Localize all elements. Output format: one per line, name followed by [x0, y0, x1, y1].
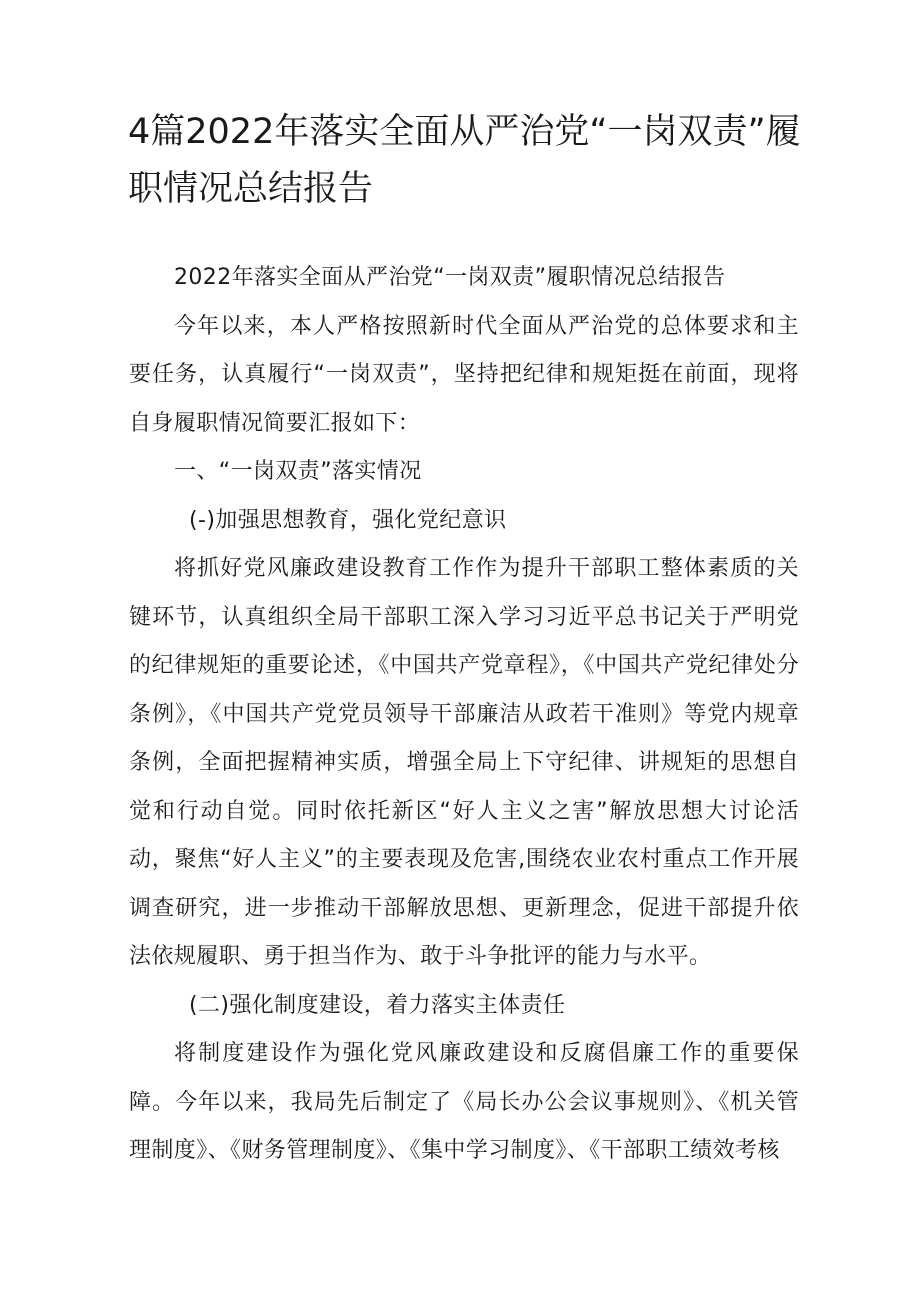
- subsection-heading-1: (-)加强思想教育，强化党纪意识: [189, 507, 507, 533]
- document-body: [129, 254, 799, 1176]
- body-paragraph-2: 将制度建设作为强化党风廉政建设和反腐倡廉工作的重要保障。今年以来，我局先后制定了《局长办公会议事规则》、《机关管理制度》、《财务管理制度》、《集中学习制度》、《干部职工绩效考核: [129, 1041, 799, 1163]
- section-heading-1: 一、“一岗双责”落实情况: [174, 459, 422, 484]
- report-subtitle: 2022年落实全面从严治党“一岗双责”履职情况总结报告: [174, 265, 726, 290]
- document-title: 4篇2022年落实全面从严治党“一岗双责”履职情况总结报告: [128, 112, 801, 209]
- intro-paragraph: 今年以来，本人严格按照新时代全面从严治党的总体要求和主要任务，认真履行“一岗双责”，坚持把纪律和规矩挺在前面，现将自身履职情况简要汇报如下：: [129, 313, 799, 436]
- body-paragraph-1: 将抓好党风廉政建设教育工作作为提升干部职工整体素质的关键环节，认真组织全局干部职工深入学习习近平总书记关于严明党的纪律规矩的重要论述，《中国共产党章程》，《中国共产党纪律处分条例》，《中国共产党党员领导干部廉洁从政若干准则》等党内规章条例，全面把握精神实质，增强全局上下守纪律、讲规矩的思想自觉和行动自觉。同时依托新区“好人主义之害”解放思想大讨论活动，聚焦“好人主义”的主要表现及危害,围绕农业农村重点工作开展调查研究，进一步推动干部解放思想、更新理念，促进干部提升依法依规履职、勇于担当作为、敢于斗争批评的能力与水平。: [129, 556, 799, 969]
- subsection-heading-2: (二)强化制度建设，着力落实主体责任: [189, 992, 566, 1018]
